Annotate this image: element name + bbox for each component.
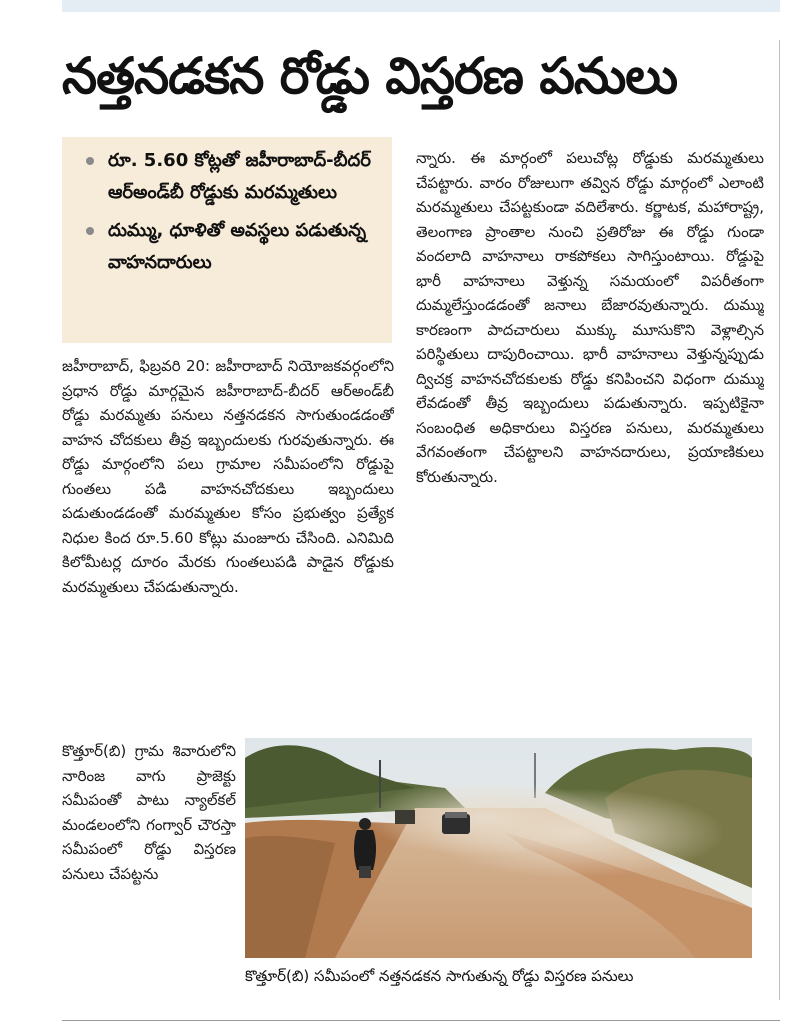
- top-color-band: [62, 0, 780, 12]
- bottom-rule: [62, 1020, 780, 1021]
- article-body-column-1: జహీరాబాద్‌, ఫిబ్రవరి 20: జహీరాబాద్‌ నియోజకవర్గంలోని ప్రధాన రోడ్డు మార్గమైన జహీరాబాద్‌-బీదర్‌ ఆర్‌అండ్‌బీ రోడ్డు మరమ్మతు పనులు నత్తనడకన సాగుతుండడంతో వాహన చోదకులు తీవ్ర ఇబ్బందులకు గురవుతున్నారు. ఈ రోడ్డు మార్గంలోని పలు గ్రామాల సమీపంలోని రోడ్డుపై గుంతలు పడి వాహనచోదకులు ఇబ్బందులు పడుతుండడంతో మరమ్మతుల కోసం ప్రభుత్వం ప్రత్యేక నిధుల కింద రూ.5.60 కోట్లు మంజూరు చేసింది. ఎనిమిది కిలోమీటర్ల దూరం మేరకు గుంతలుపడి పాడైన రోడ్డుకు మరమ్మతులు చేపడుతున్నారు.: [62, 357, 394, 596]
- article-body-column-3: కొత్తూర్‌(బి) గ్రామ శివారులోని నారింజ వాగు ప్రాజెక్టు సమీపంతో పాటు న్యాల్‌కల్‌ మండలంలోని గంగ్వార్‌ చౌరస్తా సమీపంలో రోడ్డు విస్తరణ పనులు చేపట్టను: [62, 742, 236, 883]
- photo-caption: కొత్తూర్‌(బి) సమీపంలో నత్తనడకన సాగుతున్న రోడ్డు విస్తరణ పనులు: [245, 967, 634, 985]
- article-body-column-2: న్నారు. ఈ మార్గంలో పలుచోట్ల రోడ్డుకు మరమ్మతులు చేపట్టారు. వారం రోజులుగా తవ్విన రోడ్డు మార్గంలో ఎలాంటి మరమ్మతులు చేపట్టకుండా వదిలేశారు. కర్ణాటక, మహారాష్ట్ర, తెలంగాణ ప్రాంతాల నుంచి ప్రతిరోజు ఈ రోడ్డు గుండా వందలాది వాహనాలు రాకపోకలు సాగిస్తుంటాయి. రోడ్డుపై భారీ వాహనాలు వెళ్తున్న సమయంలో విపరీతంగా దుమ్మలేస్తుండడంతో జనాలు బేజారవుతున్నారు. దుమ్ము కారణంగా పాదచారులు ముక్కు మూసుకొని వెళ్లాల్సిన పరిస్థితులు దాపురించాయి. భారీ వాహనాలు వెళ్తున్నప్పుడు ద్విచక్ర వాహనచోదకులకు రోడ్డు కనిపించని విధంగా దుమ్ము లేవడంతో తీవ్ర ఇబ్బందులు పడుతున్నారు. ఇప్పటికైనా సంబంధిత అధికారులు విస్తరణ పనులు, మరమ్మతులు వేగవంతంగా చేపట్టాలని వాహనదారులు, ప్రయాణికులు కోరుతున్నారు.: [416, 149, 764, 486]
- highlight-text: దుమ్ము, ధూళితో అవస్థలు పడుతున్న వాహనదారులు: [108, 220, 367, 273]
- headline: నత్తనడకన రోడ్డు విస్తరణ పనులు: [62, 47, 678, 105]
- road-photo: [245, 738, 752, 958]
- highlights-box: [62, 137, 392, 343]
- bullet-icon: [86, 157, 94, 165]
- highlight-item: [80, 145, 382, 209]
- column-divider: [779, 40, 780, 1000]
- highlight-text: రూ. 5.60 కోట్లతో జహీరాబాద్‌-బీదర్‌ ఆర్‌అండ్‌బీ రోడ్డుకు మరమ్మతులు: [108, 150, 371, 203]
- highlight-item: [80, 215, 382, 279]
- bullet-icon: [86, 227, 94, 235]
